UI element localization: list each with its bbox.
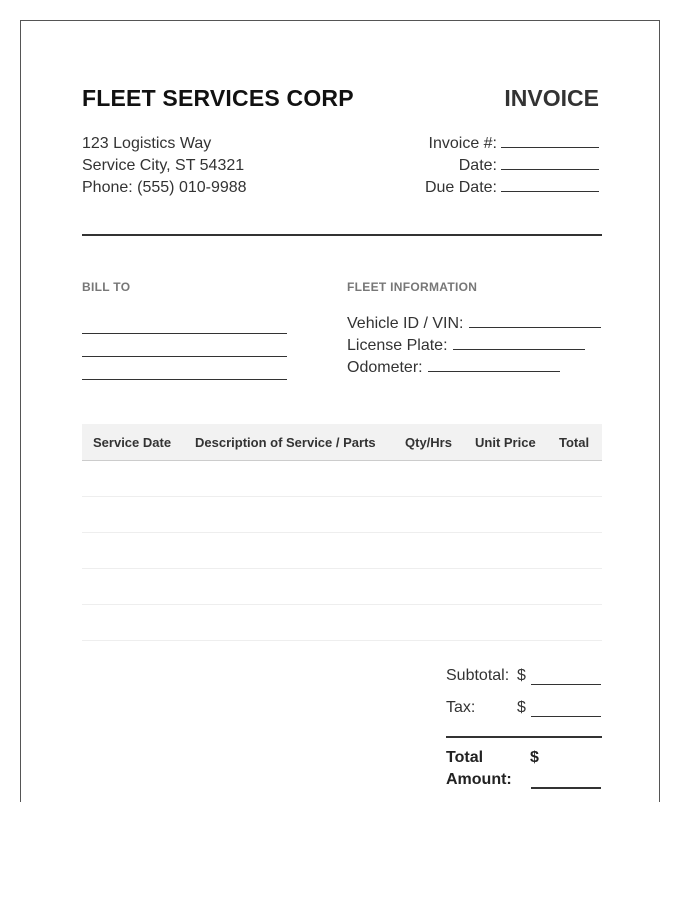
cell[interactable] <box>548 569 602 605</box>
total-amount-field[interactable] <box>531 786 601 789</box>
license-plate-field[interactable] <box>453 335 585 350</box>
table-header-row <box>82 424 602 461</box>
tax-field[interactable] <box>531 715 601 717</box>
fleet-fields <box>347 313 601 379</box>
header-total: Total <box>548 424 602 461</box>
cell[interactable] <box>82 497 184 533</box>
vehicle-id-label: Vehicle ID / VIN: <box>347 315 464 332</box>
cell[interactable] <box>464 605 548 641</box>
table-row <box>82 605 602 641</box>
table-row <box>82 569 602 605</box>
invoice-meta <box>425 133 599 199</box>
due-date-field[interactable] <box>501 177 599 192</box>
service-items-table <box>82 424 602 641</box>
tax-label: Tax: <box>446 699 476 716</box>
subtotal-field[interactable] <box>531 683 601 685</box>
subtotal-label: Subtotal: <box>446 667 510 684</box>
cell[interactable] <box>548 533 602 569</box>
address-line-2: Service City, ST 54321 <box>82 157 245 174</box>
cell[interactable] <box>394 461 464 497</box>
company-name: FLEET SERVICES CORP <box>82 85 354 111</box>
bill-to-line-2[interactable] <box>82 334 287 357</box>
license-plate-row <box>347 335 601 357</box>
total-amount-currency: $ <box>530 749 539 766</box>
date-row <box>425 155 599 177</box>
cell[interactable] <box>82 569 184 605</box>
invoice-number-label: Invoice #: <box>428 135 497 152</box>
header-unit-price: Unit Price <box>464 424 548 461</box>
license-plate-label: License Plate: <box>347 337 448 354</box>
subtotal-currency: $ <box>517 667 526 684</box>
cell[interactable] <box>394 497 464 533</box>
company-phone: Phone: (555) 010-9988 <box>82 179 247 196</box>
vehicle-id-row <box>347 313 601 335</box>
odometer-row <box>347 357 601 379</box>
bill-to-line-1[interactable] <box>82 311 287 334</box>
cell[interactable] <box>548 497 602 533</box>
total-amount-label-line1: Total <box>446 749 484 766</box>
invoice-number-field[interactable] <box>501 133 599 148</box>
bill-to-heading: BILL TO <box>82 280 131 294</box>
totals-divider <box>446 735 602 738</box>
vehicle-id-field[interactable] <box>469 313 601 328</box>
due-date-label: Due Date: <box>424 179 497 196</box>
date-field[interactable] <box>501 155 599 170</box>
cell[interactable] <box>548 605 602 641</box>
header-description: Description of Service / Parts <box>184 424 394 461</box>
cell[interactable] <box>464 497 548 533</box>
table-row <box>82 533 602 569</box>
tax-currency: $ <box>517 699 526 716</box>
cell[interactable] <box>184 569 394 605</box>
date-label: Date: <box>458 157 497 174</box>
cell[interactable] <box>548 461 602 497</box>
company-address <box>82 133 247 199</box>
cell[interactable] <box>184 461 394 497</box>
odometer-field[interactable] <box>428 357 560 372</box>
odometer-label: Odometer: <box>347 359 423 376</box>
document-title: INVOICE <box>504 85 599 111</box>
fleet-info-heading: FLEET INFORMATION <box>347 280 478 294</box>
table-row <box>82 461 602 497</box>
table-row <box>82 497 602 533</box>
due-date-row <box>425 177 599 199</box>
cell[interactable] <box>82 605 184 641</box>
cell[interactable] <box>184 533 394 569</box>
invoice-sheet <box>20 20 660 802</box>
bill-to-line-3[interactable] <box>82 357 287 380</box>
cell[interactable] <box>184 497 394 533</box>
cell[interactable] <box>82 533 184 569</box>
cell[interactable] <box>464 569 548 605</box>
cell[interactable] <box>464 533 548 569</box>
bill-to-lines <box>82 311 287 380</box>
cell[interactable] <box>184 605 394 641</box>
cell[interactable] <box>82 461 184 497</box>
cell[interactable] <box>464 461 548 497</box>
header-divider <box>82 234 602 236</box>
header-service-date: Service Date <box>82 424 184 461</box>
address-line-1: 123 Logistics Way <box>82 135 212 152</box>
cell[interactable] <box>394 605 464 641</box>
cell[interactable] <box>394 533 464 569</box>
cell[interactable] <box>394 569 464 605</box>
total-amount-label-line2: Amount: <box>446 771 512 788</box>
invoice-number-row <box>425 133 599 155</box>
header-qty-hrs: Qty/Hrs <box>394 424 464 461</box>
